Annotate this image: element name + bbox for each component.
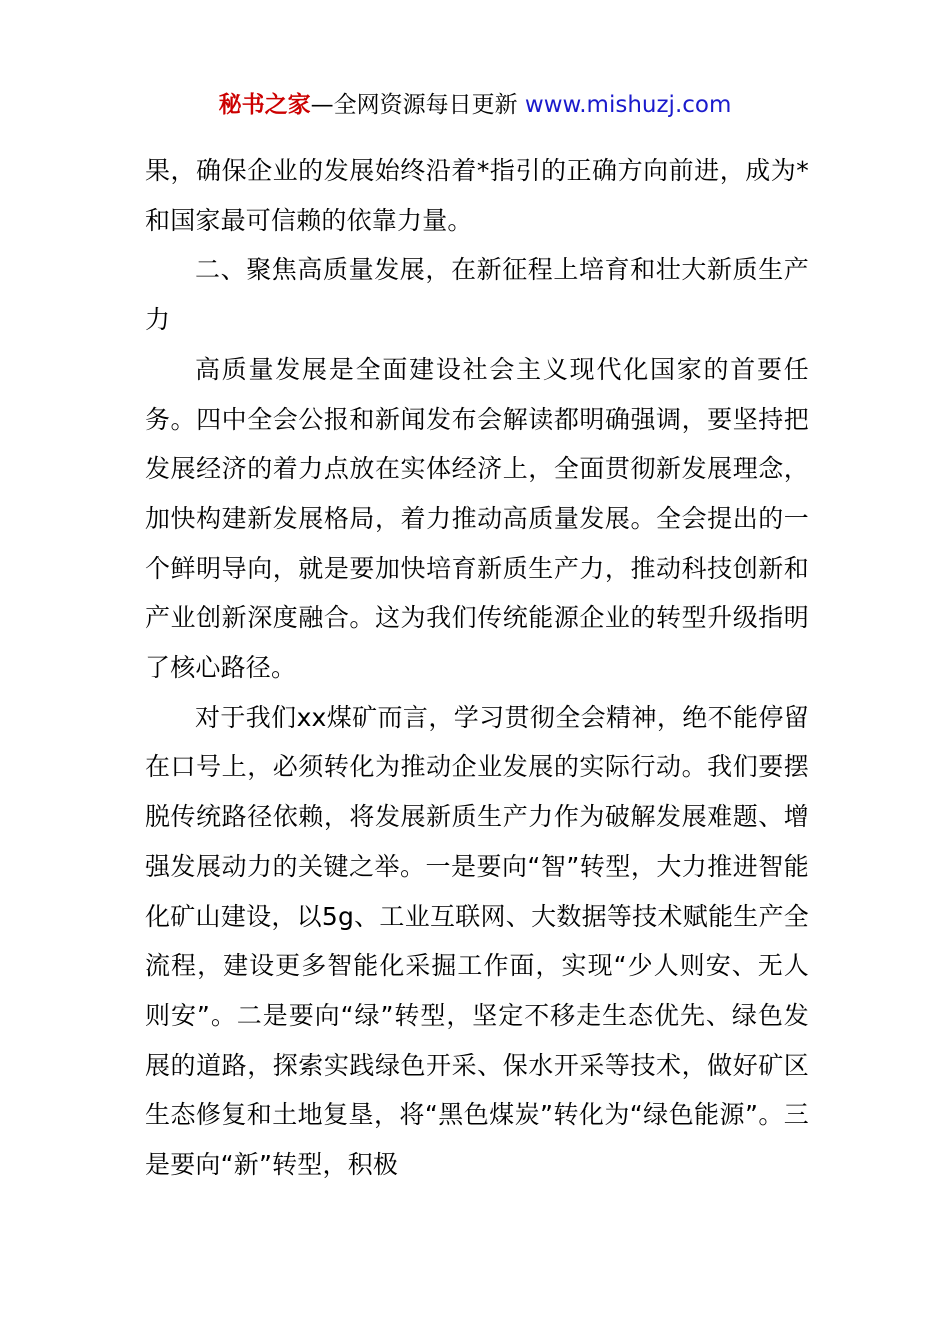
site-brand: 秘书之家 [218,92,311,118]
site-url-link[interactable]: www.mishuzj.com [524,92,732,118]
header-dash: — [310,92,334,118]
paragraph-continuation: 果，确保企业的发展始终沿着*指引的正确方向前进，成为*和国家最可信赖的依靠力量。 [145,156,809,235]
paragraph-body-1: 高质量发展是全面建设社会主义现代化国家的首要任务。四中全会公报和新闻发布会解读都明确强调，要坚持把发展经济的着力点放在实体经济上，全面贯彻新发展理念，加快构建新发展格局，着力推动高质量发展。全会提出的一个鲜明导向，就是要加快培育新质生产力，推动科技创新和产业创新深度融合。这为我们传统能源企业的转型升级指明了核心路径。 [145,354,809,683]
site-tagline: 全网资源每日更新 [333,92,518,118]
section-heading: 二、聚焦高质量发展，在新征程上培育和壮大新质生产力 [145,255,809,335]
paragraph-body-2: 对于我们xx煤矿而言，学习贯彻全会精神，绝不能停留在口号上，必须转化为推动企业发展的实际行动。我们要摆脱传统路径依赖，将发展新质生产力作为破解发展难题、增强发展动力的关键之举。一是要向“智”转型，大力推进智能化矿山建设，以5g、工业互联网、大数据等技术赋能生产全流程，建设更多智能化采掘工作面，实现“少人则安、无人则安”。二是要向“绿”转型，坚定不移走生态优先、绿色发展的道路，探索实践绿色开采、保水开采等技术，做好矿区生态修复和土地复垦，将“黑色煤炭”转化为“绿色能源”。三是要向“新”转型，积极 [145,702,809,1180]
document-body [145,146,809,1190]
site-header [0,88,950,122]
